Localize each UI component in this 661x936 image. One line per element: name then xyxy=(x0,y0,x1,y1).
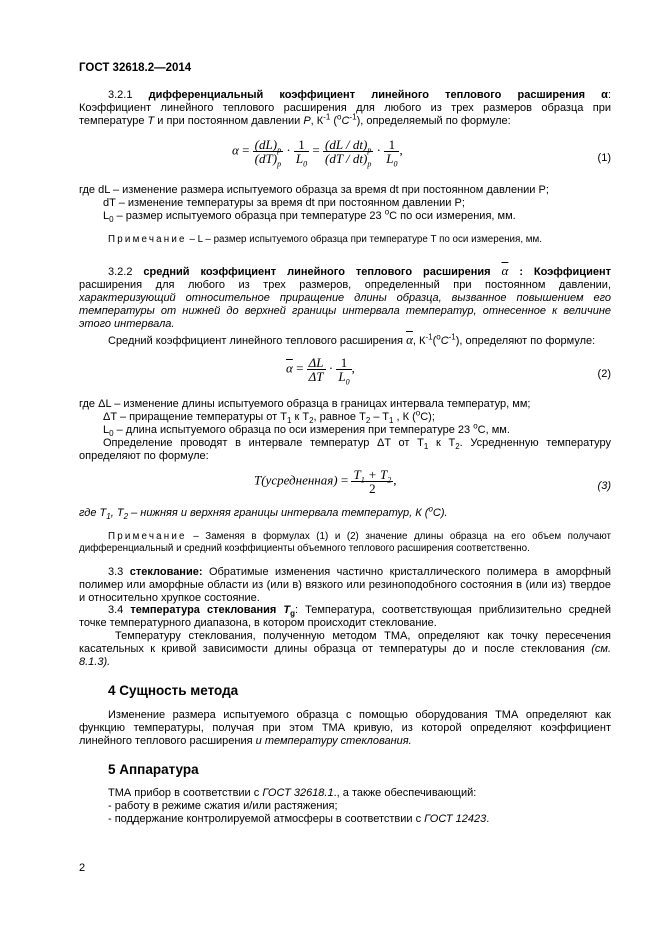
page-number: 2 xyxy=(79,862,86,874)
document-header: ГОСТ 32618.2—2014 xyxy=(79,62,192,74)
formula-1: α = $\frac{(dL)_p}{(dT)_p}$ · $\frac{1}{L_0}$ = $\frac{(dL / dt)_p}{(dT / dt)_p}$ · $\frac{1}{L_0}$ , xyxy=(232,137,403,169)
note-1: Примечание – L – размер испытуемого образца при температуре T по оси измерения, мм. xyxy=(108,234,542,245)
section-3-4: 3.4 температура стеклования $T_g$: Температура, соответствующая приблизительно средней точке температурного диапазона, в котором происходит стеклование. Температуру стеклования, полученную методом ТМА, определяют как точку пересечения касательных к кривой зависимости длины образца от температуры до и после стеклования (см. 8.1.3). xyxy=(79,604,612,668)
formula-2: $\overline{\alpha}$ = $\frac{\Delta L}{\Delta T}$ · $\frac{1}{L_0}$ , xyxy=(286,355,355,387)
equation-number-2: (2) xyxy=(597,368,611,380)
where-block-1: где dL – изменение размера испытуемого образца за время dt при постоянном давлении P; dT – изменение температуры за время dt при постоянном давлении P; $L_0$ – размер испытуемого образца при температуре 23 $^o$C по оси измерения, мм. xyxy=(79,184,549,225)
definition-line: температуре T и при постоянном давлении P, $К^{-1}$ $(^oC^{-1})$, определяемый по формуле: xyxy=(79,112,511,127)
where-block-2: где ΔL – изменение длины испытуемого образца в границах интервала температур, мм; ΔT – приращение температуры от $T_1$ к $T_2$, равное $T_2 - T_1$ , К ($^o$C); $L_0$ – длина испытуемого образца по оси измерения при температуре 23 $^o$C, мм. Определение проводят в интервале температур ΔT от $T_1$ к $T_2$. Усредненную температуру определяют по формуле: xyxy=(79,398,611,462)
equation-number-3: (3) xyxy=(597,480,611,492)
mean-coefficient-line: Средний коэффициент линейного теплового расширения $\overline{\alpha}$, $К^{-1}(^oC^{-1})$, определяют по формуле: xyxy=(108,332,596,347)
section-3-2-1: 3.2.1 дифференциальный коэффициент линейного теплового расширения α: Коэффициент линейного теплового расширения для любого из трех размеров образца при температуре T и при постоянном давлении P, $К^{-1}$ $(^oC^{-1})$, определяемый по формуле: xyxy=(79,89,611,127)
section-3-3: 3.3 стеклование: Обратимые изменения частично кристаллического полимера в аморфный полимер или аморфные области из (или в) вязкого или резиноподобного состояния в (или из) твердое и относительно хрупкое состояние. xyxy=(79,566,612,604)
section-4-text: Изменение размера испытуемого образца с помощью оборудования ТМА определяют как функцию температуры, получая при этом ТМА кривую, из которой определяют коэффициент линейного теплового расширения и температуру стеклования. xyxy=(79,709,611,747)
section-3-2-2: 3.2.2 средний коэффициент линейного теплового расширения $\overline{\alpha}$ : Коэффициент расширения для любого из трех размеров, определенный при постоянном давлении, характеризующий относительное приращение длины образца, вызванное повышением его температуры от нижней до верхней границы интервала температур, отнесенное к величине этого интервала. xyxy=(79,263,611,330)
section-5-text: ТМА прибор в соответствии с ГОСТ 32618.1., а также обеспечивающий: - работу в режиме сжатия и/или растяжения; - поддержание контролируемой атмосферы в соответствии с ГОСТ 12423. xyxy=(108,787,490,825)
where-block-3: где $T_1$, $T_2$ – нижняя и верхняя границы интервала температур, К ($^o$C). xyxy=(79,504,448,522)
section-number: 3.2.1 xyxy=(108,89,133,101)
formula-3: T(усредненная) = $\frac{T_1 + T_2}{2}$ , xyxy=(254,467,397,496)
note-2: Примечание – Заменяя в формулах (1) и (2) значение длины образца на его объем получают дифференциальный и средний коэффициенты объемного теплового расширения соответственно. xyxy=(79,531,611,554)
section-4-heading: 4 Сущность метода xyxy=(108,683,239,698)
definition-line: Коэффициент линейного теплового расширения для любого из трех размеров образца при xyxy=(79,102,611,114)
section-5-heading: 5 Аппаратура xyxy=(108,762,199,777)
term-bold: дифференциальный коэффициент линейного теплового расширения α xyxy=(148,89,608,101)
equation-number-1: (1) xyxy=(597,152,611,164)
